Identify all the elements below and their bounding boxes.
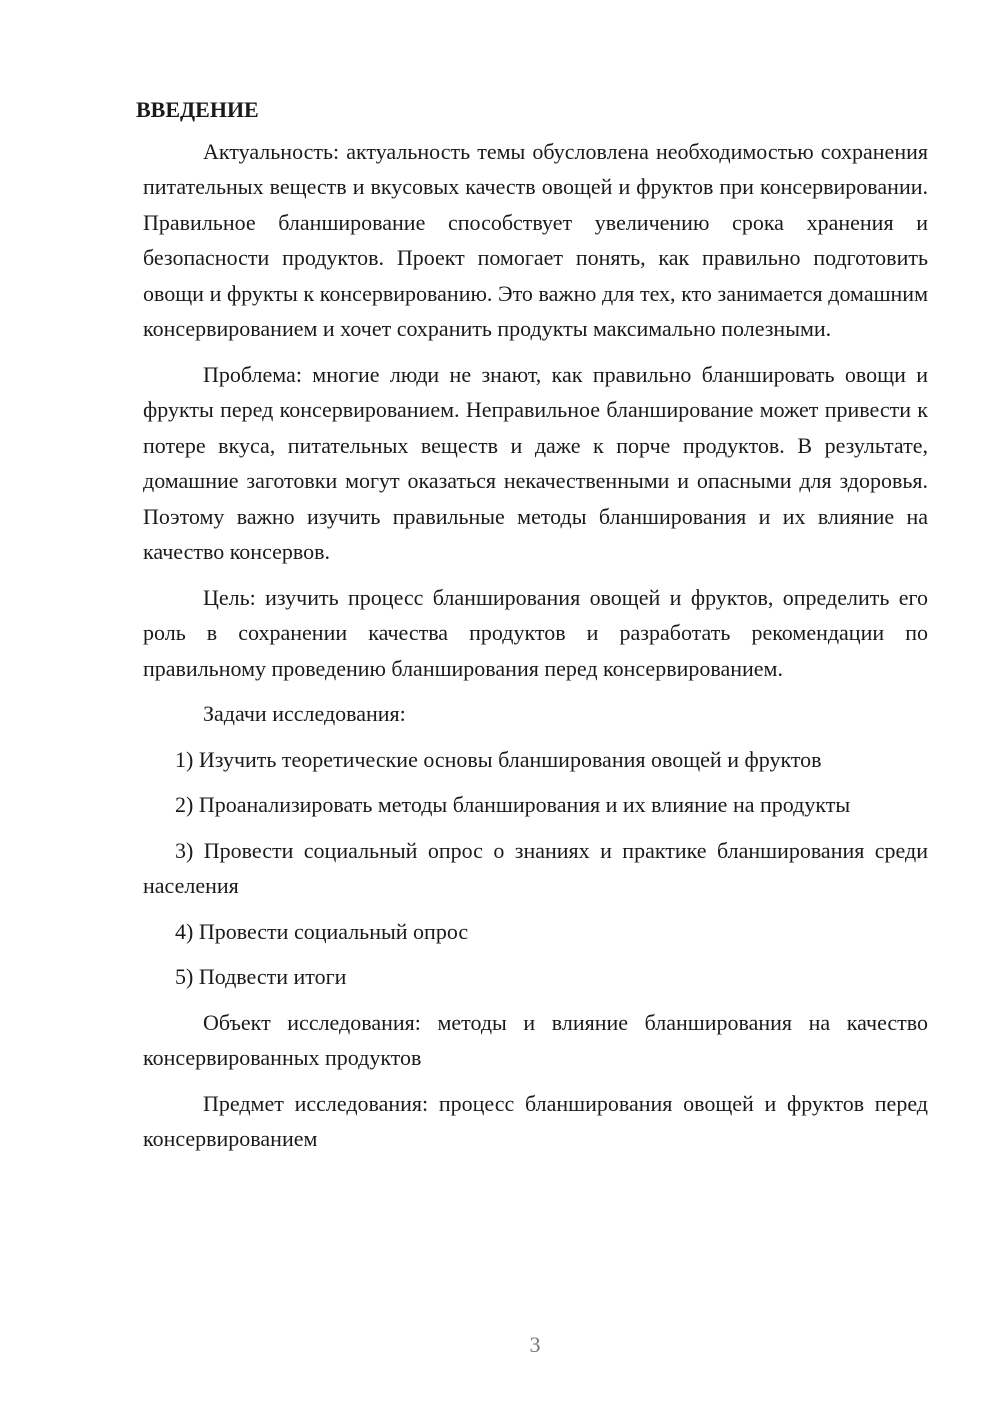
paragraph-relevance: Актуальность: актуальность темы обусловлена необходимостью сохранения питательных веществ и вкусовых качеств овощей и фруктов при консервировании. Правильное бланширование способствует увеличению срока хранения и безопасности продуктов. Проект помогает понять, как правильно подготовить овощи и фрукты к консервированию. Это важно для тех, кто занимается домашним консервированием и хочет сохранить продукты максимально полезными. [143, 138, 928, 341]
task-item-4: 4) Провести социальный опрос [175, 918, 469, 944]
page-number: 3 [529, 1332, 541, 1357]
paragraph-object: Объект исследования: методы и влияние бланширования на качество консервированных продуктов [143, 1009, 928, 1070]
paragraph-problem: Проблема: многие люди не знают, как правильно бланшировать овощи и фрукты перед консервированием. Неправильное бланширование может привести к потере вкуса, питательных веществ и даже к порче продуктов. В результате, домашние заготовки могут оказаться некачественными и опасными для здоровья. Поэтому важно изучить правильные методы бланширования и их влияние на качество консервов. [143, 361, 928, 564]
task-item-5: 5) Подвести итоги [175, 964, 347, 989]
paragraph-subject: Предмет исследования: процесс бланширования овощей и фруктов перед консервированием [143, 1090, 928, 1151]
paragraph-tasks-heading: Задачи исследования: [203, 701, 406, 726]
task-item-1: 1) Изучить теоретические основы бланширования овощей и фруктов [175, 746, 822, 772]
task-item-2: 2) Проанализировать методы бланширования и их влияние на продукты [175, 792, 851, 817]
task-item-3: 3) Провести социальный опрос о знаниях и практике бланширования среди населения [143, 837, 928, 898]
paragraph-goal: Цель: изучить процесс бланширования овощей и фруктов, определить его роль в сохранении качества продуктов и разработать рекомендации по правильному проведению бланширования перед консервированием. [143, 584, 928, 681]
page-title: ВВЕДЕНИЕ [136, 97, 259, 122]
page-content [136, 92, 928, 1157]
